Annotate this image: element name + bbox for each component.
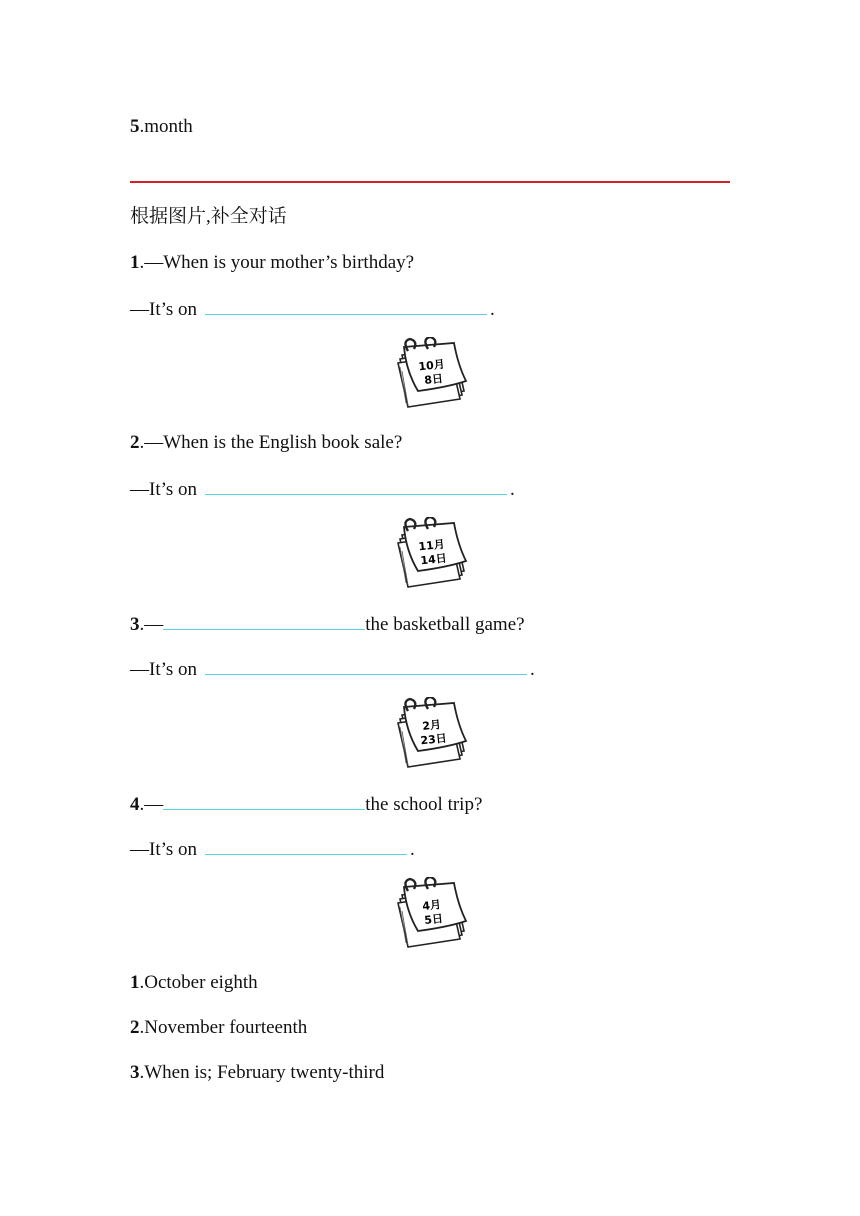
question-blank[interactable] (163, 611, 365, 630)
calendar-day: 5日 (423, 912, 444, 927)
calendar-day: 8日 (423, 372, 444, 387)
question-2 (130, 431, 402, 455)
section-divider (130, 181, 730, 183)
question-number: 2 (130, 432, 140, 453)
answer-key-number: 2 (130, 1017, 140, 1038)
question-suffix: the school trip? (365, 794, 483, 815)
answer-key-text: .November fourteenth (139, 1017, 308, 1038)
answer-blank[interactable] (205, 296, 487, 315)
answer-prefix: —It’s on (130, 299, 198, 320)
calendar-icon (396, 697, 468, 771)
question-1 (130, 251, 414, 275)
answer-prefix: —It’s on (130, 479, 198, 500)
answer-line-3 (130, 656, 535, 682)
answer-line-4 (130, 836, 415, 862)
item-number: 5 (130, 116, 140, 137)
calendar-day: 23日 (419, 731, 448, 748)
question-3 (130, 611, 525, 637)
answer-prefix: —It’s on (130, 839, 198, 860)
calendar-month: 10月 (417, 357, 446, 374)
item-text: .month (139, 116, 193, 137)
question-text: .—When is your mother’s birthday? (139, 252, 415, 273)
answer-line-2 (130, 476, 515, 502)
answer-line-1 (130, 296, 495, 322)
question-suffix: the basketball game? (365, 614, 525, 635)
answer-blank[interactable] (205, 836, 407, 855)
answer-end: . (510, 479, 515, 500)
answer-key-3 (130, 1061, 384, 1085)
calendar-icon (396, 337, 468, 411)
calendar-icon (396, 877, 468, 951)
calendar-month: 4月 (421, 898, 442, 913)
answer-key-text: .When is; February twenty-third (139, 1062, 385, 1083)
question-prefix: .— (139, 794, 164, 815)
question-number: 1 (130, 252, 140, 273)
question-4 (130, 791, 482, 817)
answer-end: . (530, 659, 535, 680)
answer-end: . (410, 839, 415, 860)
question-text: .—When is the English book sale? (139, 432, 403, 453)
answer-key-number: 3 (130, 1062, 140, 1083)
answer-blank[interactable] (205, 656, 527, 675)
section-title: 根据图片,补全对话 (130, 206, 287, 227)
answer-prefix: —It’s on (130, 659, 198, 680)
top-item (130, 115, 193, 139)
calendar-icon (396, 517, 468, 591)
calendar-month: 2月 (421, 718, 442, 733)
question-number: 3 (130, 614, 140, 635)
answer-end: . (490, 299, 495, 320)
calendar-day: 14日 (419, 551, 448, 568)
question-blank[interactable] (163, 791, 365, 810)
answer-key-number: 1 (130, 972, 140, 993)
answer-key-text: .October eighth (139, 972, 258, 993)
answer-blank[interactable] (205, 476, 507, 495)
question-prefix: .— (139, 614, 164, 635)
question-number: 4 (130, 794, 140, 815)
calendar-month: 11月 (417, 537, 446, 554)
answer-key-2 (130, 1016, 307, 1040)
answer-key-1 (130, 971, 258, 995)
